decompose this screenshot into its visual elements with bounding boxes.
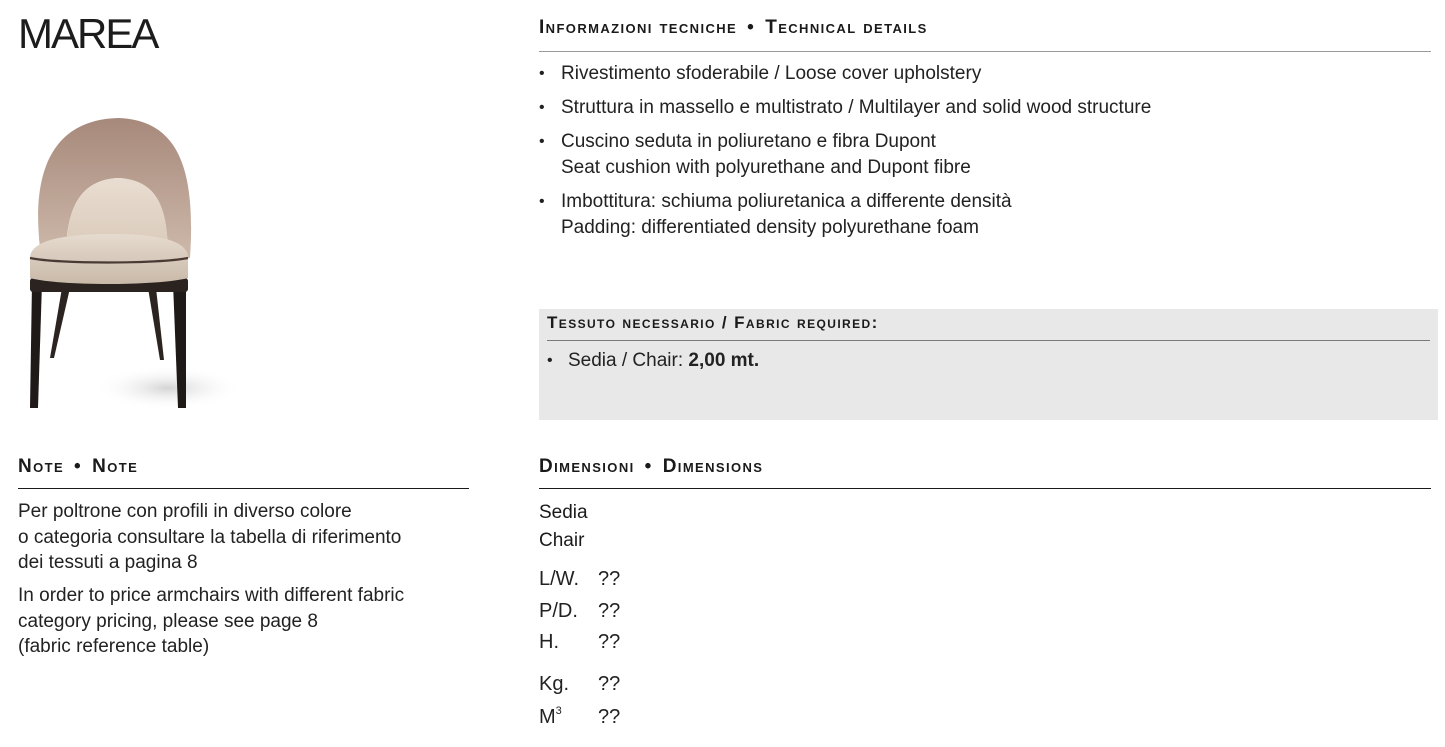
dimension-value: ?? xyxy=(598,631,621,653)
dimension-row-depth xyxy=(539,600,620,623)
heading-english: Technical details xyxy=(765,17,928,38)
list-item xyxy=(539,61,1419,87)
product-title: MAREA xyxy=(18,10,158,57)
heading-english: Note xyxy=(92,456,139,477)
chair-image xyxy=(18,108,243,413)
volume-exponent: 3 xyxy=(555,705,562,717)
dimension-label: H. xyxy=(539,631,559,653)
chair-seat xyxy=(30,234,188,284)
list-item xyxy=(539,95,1419,121)
list-item xyxy=(539,129,1419,181)
heading-separator: • xyxy=(644,456,653,477)
technical-details-list xyxy=(539,61,1419,249)
heading-separator: • xyxy=(74,456,83,477)
text-line: category pricing, please see page 8 xyxy=(18,610,318,632)
heading-italian: Informazioni tecniche xyxy=(539,17,738,38)
volume-unit: M xyxy=(539,706,556,728)
fabric-item-value: 2,00 mt. xyxy=(688,350,760,371)
chair-leg xyxy=(50,288,70,358)
dimension-label: P/D. xyxy=(539,600,578,622)
text-line: dei tessuti a pagina 8 xyxy=(18,552,198,573)
heading-italian: Dimensioni xyxy=(539,456,635,477)
note-italian-paragraph xyxy=(18,499,468,576)
text-line: o categoria consultare la tabella di riferimento xyxy=(18,526,402,548)
dimensions-heading xyxy=(539,456,763,478)
heading-english: Dimensions xyxy=(662,456,764,477)
list-item xyxy=(547,348,759,374)
note-english-paragraph xyxy=(18,583,468,660)
dimensions-divider xyxy=(539,488,1431,489)
item-line-italian: • Imbottitura: schiuma poliuretanica a differente densità xyxy=(561,191,1012,212)
dimension-value: ?? xyxy=(598,600,621,622)
item-line: Rivestimento sfoderabile / Loose cover upholstery xyxy=(561,63,982,84)
item-line-italian: • Cuscino seduta in poliuretano e fibra Dupont xyxy=(561,131,936,152)
fabric-divider xyxy=(547,340,1430,341)
item-line-english: Padding: differentiated density polyurethane foam xyxy=(561,217,979,238)
dimension-row-volume xyxy=(539,705,620,729)
dimension-label: L/W. xyxy=(539,568,580,590)
dimension-label xyxy=(539,705,598,729)
item-line-english: Seat cushion with polyurethane and Dupont fibre xyxy=(561,157,971,178)
heading-separator: • xyxy=(747,17,756,38)
text-line: (fabric reference table) xyxy=(18,636,210,657)
note-divider xyxy=(18,488,469,489)
text-line: Per poltrone con profili in diverso colore xyxy=(18,501,352,522)
product-name-italian: Sedia xyxy=(539,502,588,523)
fabric-list xyxy=(547,348,759,382)
dimension-value: ?? xyxy=(598,706,621,728)
fabric-required-heading: Tessuto necessario / Fabric required: xyxy=(547,313,879,332)
dimension-row-width xyxy=(539,568,620,591)
product-name-english: Chair xyxy=(539,530,585,551)
dimension-label: Kg. xyxy=(539,673,570,695)
technical-details-heading xyxy=(539,17,928,39)
dimension-value: ?? xyxy=(598,568,621,590)
item-line: Struttura in massello e multistrato / Multilayer and solid wood structure xyxy=(561,97,1152,118)
heading-italian: Note xyxy=(18,456,65,477)
list-item xyxy=(539,189,1419,241)
dimension-value: ?? xyxy=(598,673,621,695)
chair-leg xyxy=(148,288,164,360)
floor-shadow xyxy=(93,366,243,410)
dimensions-product-name xyxy=(539,499,588,555)
chair-leg xyxy=(30,283,42,408)
fabric-item-label: Sedia / Chair: xyxy=(568,350,684,371)
text-line: In order to price armchairs with different fabric xyxy=(18,585,405,606)
dimension-row-weight xyxy=(539,673,620,696)
technical-details-divider xyxy=(539,51,1431,52)
dimension-row-height xyxy=(539,631,620,654)
note-heading xyxy=(18,456,138,478)
